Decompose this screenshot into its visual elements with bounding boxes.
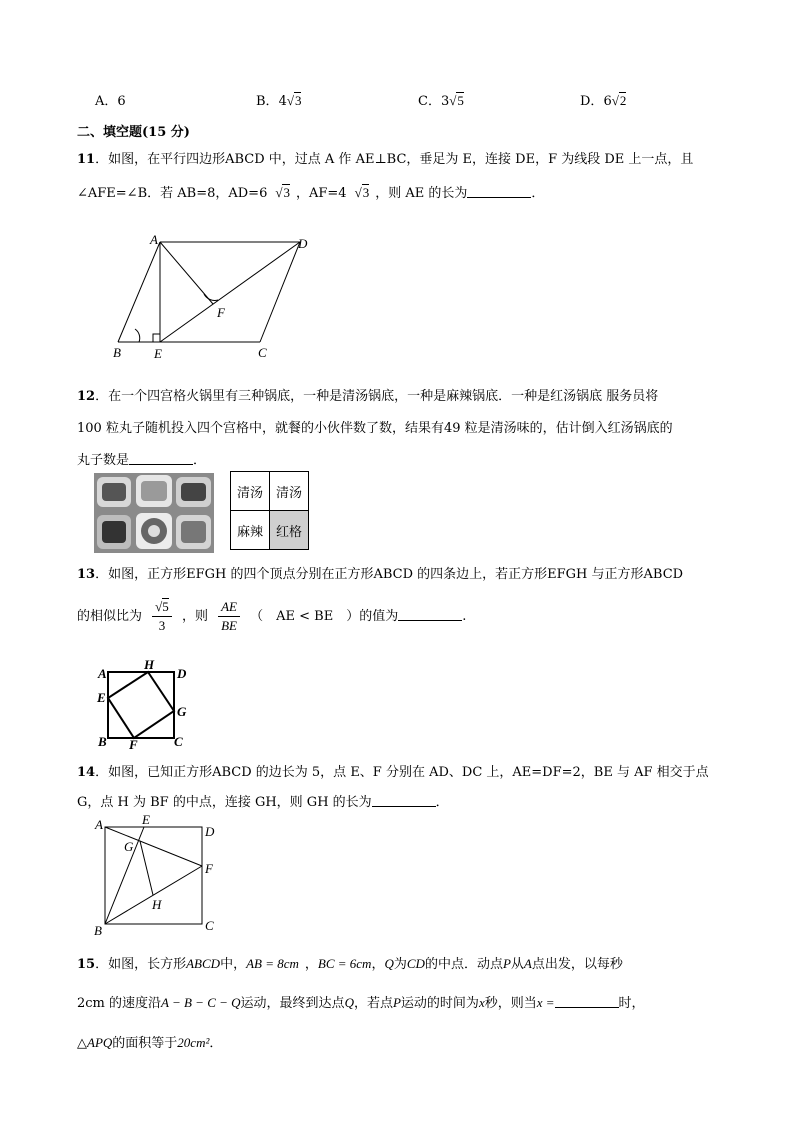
q14-label-d: D [205, 824, 215, 839]
q12-answer-blank[interactable] [129, 452, 193, 465]
q11-label-b: B [113, 345, 121, 360]
q13-line1: 13．如图，正方形EFGH 的四个顶点分别在正方形ABCD 的四条边上，若正方形EFGH 与正方形ABCD [77, 567, 684, 582]
section-title: 二、填空题(15 分) [77, 125, 190, 140]
q14-line1: 14．如图，已知正方形ABCD 的边长为 5，点 E、F 分别在 AD、DC 上，AE=DF=2，BE 与 AF 相交于点 [77, 765, 709, 780]
q11-line2: ∠AFE=∠B．若 AB=8，AD=6 √3 ，AF=4 √3 ，则 AE 的长为 ． [77, 185, 545, 201]
q14-label-g: G [124, 839, 134, 854]
q13-label-e: E [97, 690, 106, 705]
q14-label-h: H [152, 897, 162, 912]
similarity-ratio: $\frac{√5}{3}$ [152, 598, 172, 635]
q15-line1: 15．如图，长方形ABCD中，AB = 8cm ，BC = 6cm，Q为CD的中点．动点P从A点出发，以每秒 [77, 956, 623, 972]
grid-cell: 清汤 [231, 472, 270, 511]
q11-label-f: F [217, 305, 225, 320]
q13-label-h: H [144, 657, 155, 672]
q13-answer-blank[interactable] [398, 608, 462, 621]
q12-line1: 12．在一个四宫格火锅里有三种锅底，一种是清汤锅底，一种是麻辣锅底．一种是红汤锅底 服务员将 [77, 389, 659, 404]
q13-line2: 的相似比为 $\frac{√5}{3}$ ，则 $\frac{AE}{BE}$ （ AE < BE ）的值为 . [77, 599, 467, 633]
grid-cell: 麻辣 [231, 511, 270, 550]
q14-line2: G，点 H 为 BF 的中点，连接 GH，则 GH 的长为 ． [77, 795, 449, 810]
squares-figure [92, 656, 192, 752]
q13-label-b: B [98, 734, 107, 749]
option-d: D．6√2 [580, 93, 627, 109]
option-a: A．6 [95, 94, 126, 109]
grid-cell: 清汤 [270, 472, 309, 511]
q11-label-d: D [298, 236, 308, 251]
q15-line2: 2cm 的速度沿A − B − C − Q运动，最终到达点Q，若点P运动的时间为x秒，则当x = 时， [77, 995, 645, 1011]
q14-label-a: A [95, 817, 103, 832]
q14-label-f: F [205, 861, 213, 876]
q14-label-e: E [142, 814, 150, 827]
q14-label-b: B [94, 923, 102, 938]
grid-cell-shaded: 红格 [270, 511, 309, 550]
q15-line3: △APQ的面积等于20cm²． [77, 1035, 223, 1051]
parallelogram-figure [110, 230, 320, 365]
option-c: C．3√5 [418, 93, 464, 109]
q11-label-c: C [258, 345, 267, 360]
hotpot-grid [230, 471, 309, 550]
q13-label-c: C [174, 734, 183, 749]
q11-label-a: A [150, 232, 158, 247]
option-b: B．4√3 [256, 93, 302, 109]
q15-answer-blank[interactable] [555, 995, 619, 1008]
q12-line2: 100 粒丸子随机投入四个宫格中，就餐的小伙伴数了数，结果有49 粒是清汤味的，估计倒入红汤锅底的 [77, 421, 673, 436]
q11-answer-blank[interactable] [467, 185, 531, 198]
q12-line3: 丸子数是 ． [77, 453, 207, 468]
q11-label-e: E [154, 346, 162, 361]
square-bf-figure [90, 814, 225, 939]
q11-line1: 11．如图，在平行四边形ABCD 中，过点 A 作 AE⊥BC，垂足为 E，连接 DE，F 为线段 DE 上一点，且 [77, 152, 694, 167]
q13-label-g: G [177, 704, 187, 719]
hotpot-photo [94, 473, 214, 553]
q13-label-f: F [129, 737, 138, 752]
q14-label-c: C [205, 918, 214, 933]
q13-label-a: A [98, 666, 107, 681]
ae-over-be: $\frac{AE}{BE}$ [218, 598, 240, 635]
q14-answer-blank[interactable] [372, 794, 436, 807]
q13-label-d: D [177, 666, 187, 681]
